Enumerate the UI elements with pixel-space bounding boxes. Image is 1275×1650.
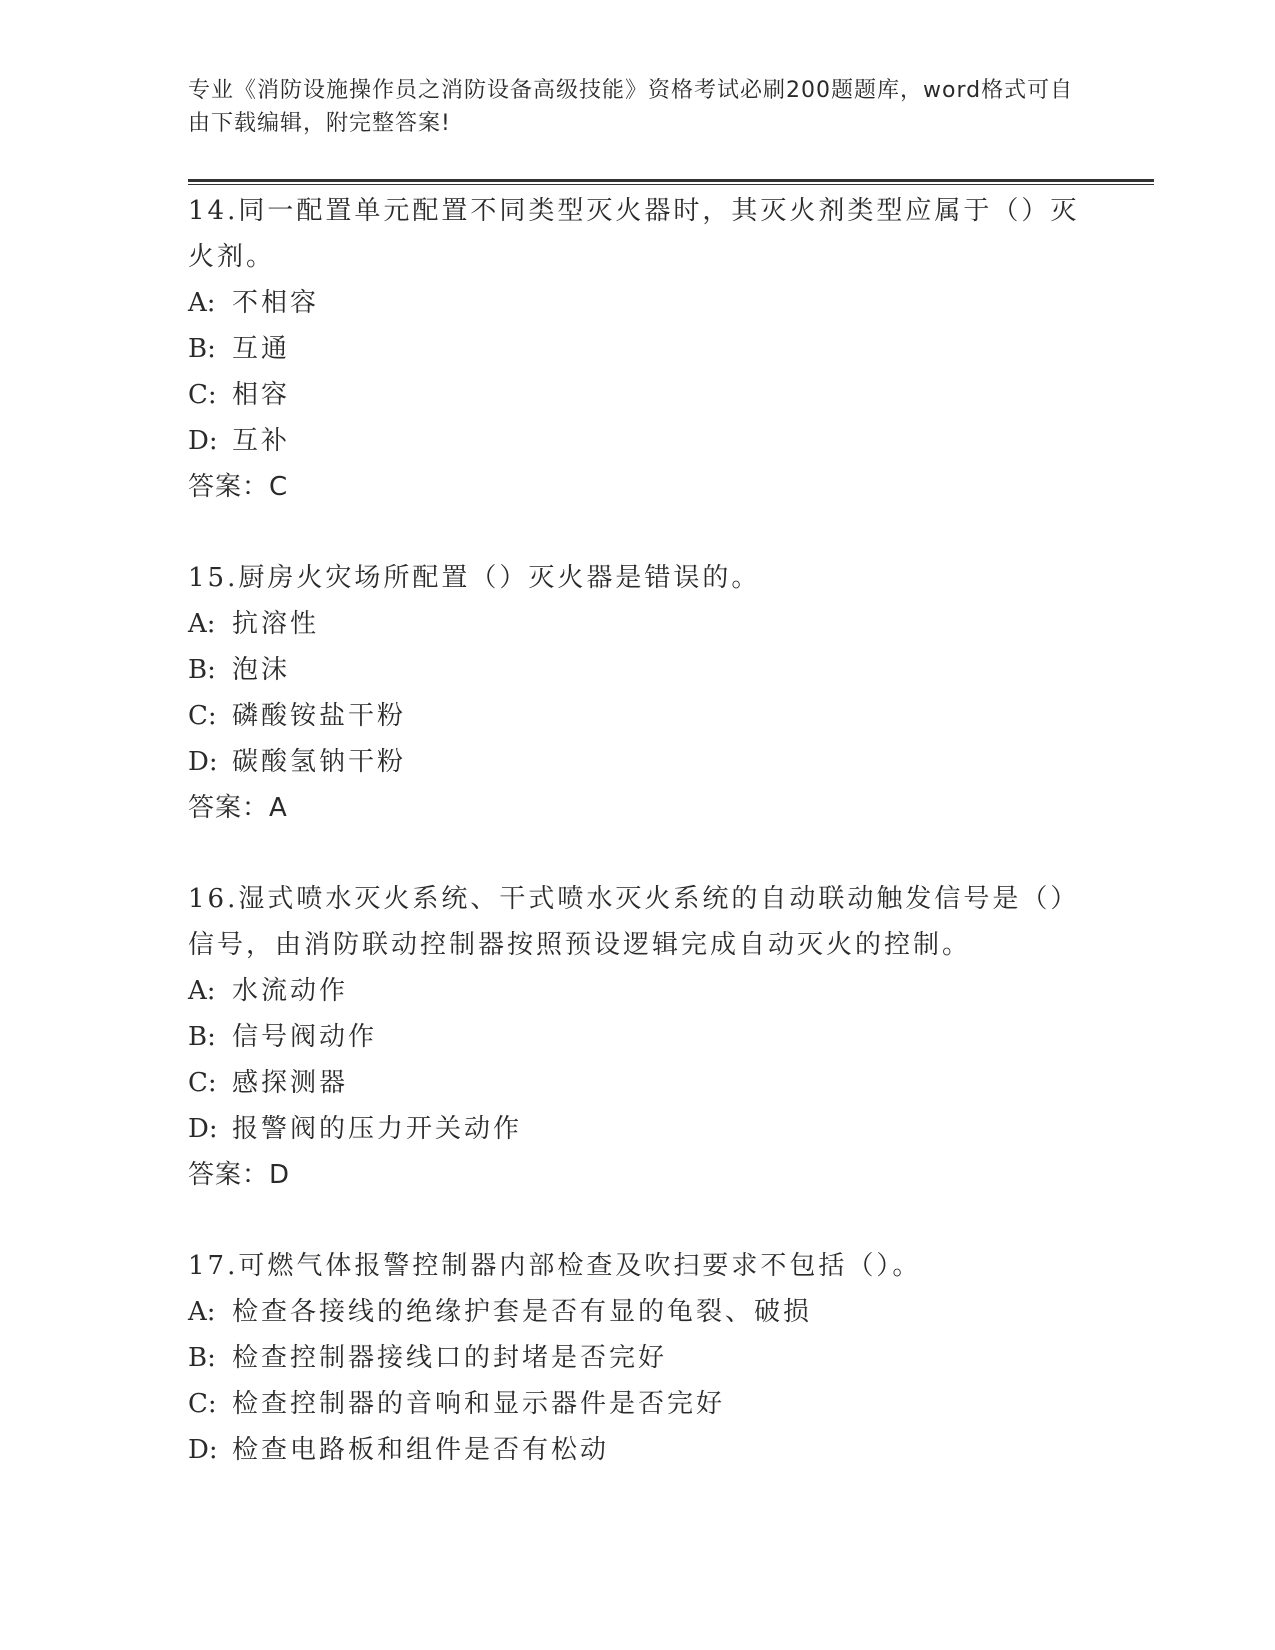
option-letter: B:: [188, 1343, 216, 1373]
question-gap: [188, 510, 1088, 555]
option-text: 检查控制器接线口的封堵是否完好: [232, 1343, 668, 1373]
option-text: 互通: [232, 334, 291, 364]
option-text: 不相容: [232, 288, 320, 318]
header-divider-thin: [188, 184, 1154, 185]
question-gap: [188, 1198, 1088, 1243]
question-stem: 17.可燃气体报警控制器内部检查及吹扫要求不包括（）。: [188, 1251, 922, 1281]
option-text: 抗溶性: [232, 609, 320, 639]
option-letter: A:: [188, 609, 216, 639]
question-15: [188, 555, 1088, 831]
page-header: 专业《消防设施操作员之消防设备高级技能》资格考试必刷200题题库，word格式可自由下载编辑，附完整答案!: [188, 78, 1074, 136]
option-text: 检查电路板和组件是否有松动: [232, 1435, 610, 1465]
option-letter: A:: [188, 288, 216, 318]
option-letter: D:: [188, 747, 218, 777]
option-text: 报警阀的压力开关动作: [232, 1114, 523, 1144]
option-b: [188, 1335, 1088, 1381]
option-letter: B:: [188, 655, 216, 685]
option-letter: C:: [188, 1068, 217, 1098]
option-a: [188, 280, 1088, 326]
option-text: 泡沫: [232, 655, 291, 685]
answer-line: 答案：D: [188, 1160, 291, 1190]
question-list: [188, 188, 1088, 1473]
option-letter: D:: [188, 1114, 218, 1144]
option-text: 相容: [232, 380, 291, 410]
option-a: [188, 968, 1088, 1014]
question-stem: 16.湿式喷水灭火系统、干式喷水灭火系统的自动联动触发信号是（）信号，由消防联动控制器按照预设逻辑完成自动灭火的控制。: [188, 884, 1080, 960]
option-text: 信号阀动作: [232, 1022, 378, 1052]
question-16: [188, 876, 1088, 1198]
question-gap: [188, 831, 1088, 876]
option-letter: C:: [188, 1389, 217, 1419]
answer-line: 答案：C: [188, 472, 289, 502]
option-letter: B:: [188, 334, 216, 364]
option-text: 碳酸氢钠干粉: [232, 747, 407, 777]
question-14: [188, 188, 1088, 510]
option-text: 检查各接线的绝缘护套是否有显的龟裂、破损: [232, 1297, 813, 1327]
option-d: [188, 739, 1088, 785]
option-text: 互补: [232, 426, 291, 456]
option-d: [188, 1106, 1088, 1152]
option-c: [188, 1060, 1088, 1106]
option-letter: B:: [188, 1022, 216, 1052]
option-c: [188, 372, 1088, 418]
option-letter: C:: [188, 701, 217, 731]
option-letter: A:: [188, 1297, 216, 1327]
question-stem: 14.同一配置单元配置不同类型灭火器时，其灭火剂类型应属于（）灭火剂。: [188, 196, 1080, 272]
option-letter: D:: [188, 1435, 218, 1465]
option-text: 感探测器: [232, 1068, 349, 1098]
question-stem: 15.厨房火灾场所配置（）灭火器是错误的。: [188, 563, 761, 593]
option-a: [188, 601, 1088, 647]
option-b: [188, 326, 1088, 372]
option-text: 水流动作: [232, 976, 349, 1006]
option-b: [188, 1014, 1088, 1060]
option-a: [188, 1289, 1088, 1335]
question-17: [188, 1243, 1088, 1473]
answer-line: 答案：A: [188, 793, 288, 823]
option-b: [188, 647, 1088, 693]
option-letter: A:: [188, 976, 216, 1006]
option-text: 检查控制器的音响和显示器件是否完好: [232, 1389, 726, 1419]
option-d: [188, 418, 1088, 464]
option-letter: C:: [188, 380, 217, 410]
option-text: 磷酸铵盐干粉: [232, 701, 407, 731]
header-divider-thick: [188, 179, 1154, 182]
option-c: [188, 693, 1088, 739]
option-c: [188, 1381, 1088, 1427]
option-d: [188, 1427, 1088, 1473]
option-letter: D:: [188, 426, 218, 456]
